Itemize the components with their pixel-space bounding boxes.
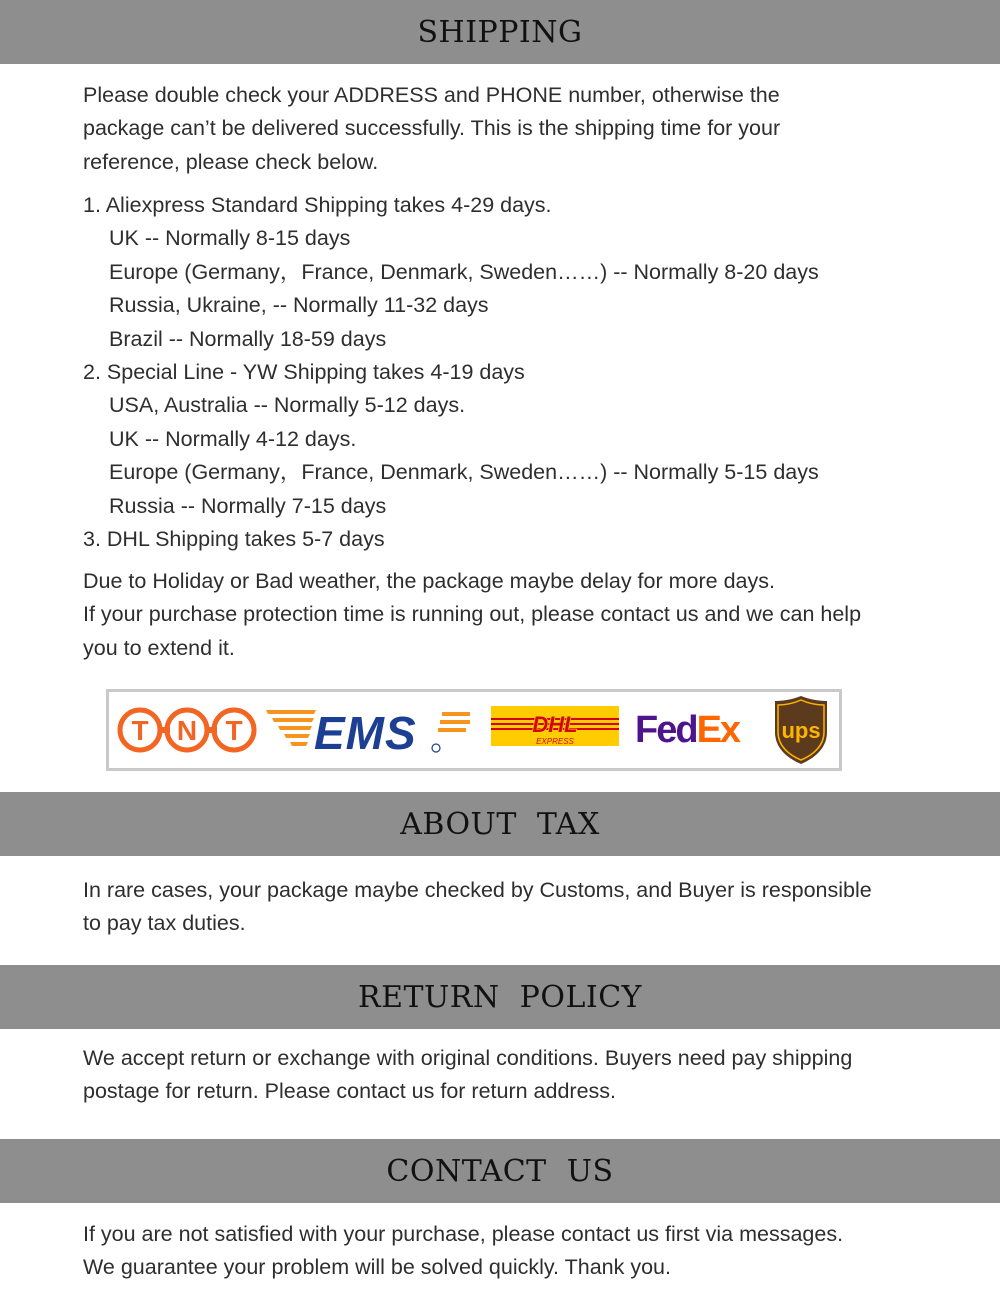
- return-line: We accept return or exchange with original conditions. Buyers need pay shipping: [83, 1046, 853, 1070]
- fedex-fed: Fed: [635, 709, 697, 751]
- fedex-logo: [633, 692, 763, 768]
- tnt-letter: T: [131, 715, 149, 746]
- dhl-subtitle: EXPRESS: [536, 737, 574, 746]
- shipping-method-detail: UK -- Normally 4-12 days.: [109, 426, 357, 451]
- shipping-method-detail: Brazil -- Normally 18-59 days: [109, 326, 387, 351]
- return-header: [0, 965, 1000, 1029]
- tax-line: to pay tax duties.: [83, 911, 246, 936]
- shipping-method-title: 3. DHL Shipping takes 5-7 days: [83, 527, 385, 552]
- shipping-intro-line: package can’t be delivered successfully. This is the shipping time for your: [83, 116, 781, 141]
- shipping-note-line: you to extend it.: [83, 635, 235, 660]
- fedex-wordmark: [635, 709, 741, 751]
- dhl-wordmark: DHL: [532, 712, 578, 737]
- shipping-header: [0, 0, 1000, 64]
- shipping-method-detail: Russia, Ukraine, -- Normally 11-32 days: [109, 293, 489, 318]
- shipping-note-line: If your purchase protection time is running out, please contact us and we can help: [83, 602, 862, 627]
- tnt-logo: [115, 692, 261, 768]
- dhl-logo: [489, 692, 621, 768]
- shipping-intro-line: reference, please check below.: [83, 149, 379, 174]
- contact-title: CONTACT US: [386, 1153, 614, 1189]
- tax-header: [0, 792, 1000, 856]
- contact-line: If you are not satisfied with your purchase, please contact us first via messages.: [83, 1222, 844, 1246]
- tax-body: [83, 874, 963, 941]
- ems-wordmark: EMS: [314, 707, 417, 759]
- shipping-method-detail: Russia -- Normally 7-15 days: [109, 493, 387, 518]
- tax-line: In rare cases, your package maybe checked by Customs, and Buyer is responsible: [83, 878, 872, 902]
- shipping-notes: [83, 565, 963, 665]
- shipping-methods-list: [83, 189, 963, 556]
- ups-wordmark: ups: [781, 718, 821, 743]
- shipping-method-title: 2. Special Line - YW Shipping takes 4-19 days: [83, 360, 525, 385]
- shipping-method-detail: USA, Australia -- Normally 5-12 days.: [109, 393, 466, 418]
- shipping-method-detail: UK -- Normally 8-15 days: [109, 226, 351, 251]
- tnt-letter: N: [176, 715, 198, 746]
- return-line: postage for return. Please contact us for return address.: [83, 1079, 617, 1104]
- contact-body: [83, 1218, 963, 1285]
- shipping-method-detail: Europe (Germany，France, Denmark, Sweden……) -- Normally 8-20 days: [109, 259, 819, 284]
- shipping-title: SHIPPING: [417, 14, 583, 50]
- shipping-method-detail: Europe (Germany，France, Denmark, Sweden……) -- Normally 5-15 days: [109, 460, 819, 485]
- ems-logo: [264, 692, 474, 768]
- contact-line: We guarantee your problem will be solved quickly. Thank you.: [83, 1255, 671, 1280]
- shipping-intro-line: Please double check your ADDRESS and PHONE number, otherwise the: [83, 83, 780, 107]
- tnt-letter: T: [225, 715, 243, 746]
- return-title: RETURN POLICY: [357, 979, 642, 1015]
- contact-header: [0, 1139, 1000, 1203]
- return-body: [83, 1042, 963, 1109]
- tax-title: ABOUT TAX: [400, 806, 600, 842]
- shipping-method-title: 1. Aliexpress Standard Shipping takes 4-29 days.: [83, 193, 552, 217]
- carrier-logos-banner: [106, 689, 842, 771]
- shipping-note-line: Due to Holiday or Bad weather, the package maybe delay for more days.: [83, 569, 775, 593]
- ups-logo: [769, 692, 833, 768]
- fedex-ex: Ex: [696, 709, 740, 751]
- shipping-intro: [83, 79, 963, 179]
